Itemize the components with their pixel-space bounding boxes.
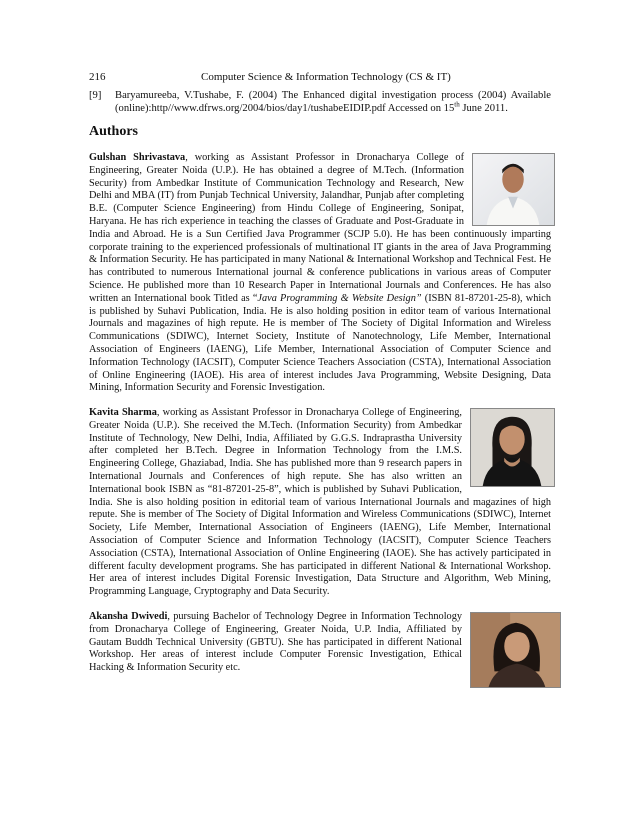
author-bio-2	[89, 407, 551, 599]
page-number: 216	[89, 71, 106, 83]
author-name-3: Akansha Dwivedi	[89, 611, 168, 622]
reference-text	[115, 90, 551, 116]
author-photo-1	[472, 153, 555, 226]
section-heading: Authors	[89, 124, 139, 139]
author-name-1: Gulshan Shrivastava	[89, 152, 186, 163]
author-bio-1	[89, 152, 551, 395]
author-bio-2-text: , working as Assistant Professor in Dronacharya College of Engineering, Greater Noida (U.P.). She received the M.Tech. (Information Security) from Ambedkar Institute of Technology, New Delhi, India, Affiliated by G.G.S. Indraprastha University after completed her B.Tech. Degree in Information Technology from the I.M.S. Engineering College, Ghaziabad, India. She has published more than 9 research papers in International Journals and Conferences of high repute. She has also written an International book ISBN as “81-87201-25-8”, which is published by Suhavi Publication, India. She is also holding position in editorial team of various International Journals and magazines of high repute. She is member of The Society of Digital Information and Wireless Communications (SDIWC), Internet Society, Life Member, International Association of Engineers (IAENG), Life Member, International Association of Computer Science and Information Technology (IACSIT), Computer Science Teachers Association (CSTA), International Association of Online Engineering (IAOE). She has actively participated in different faculty development programs. She has participated in different National & International Workshop. Her area of interest includes Digital Forensic Investigation, Data Structure and Algorithm, Web Mining, Programming Language, Cryptography and Data Security.	[89, 407, 551, 598]
reference-text-end: June 2011.	[459, 102, 508, 114]
author-photo-3	[470, 612, 561, 688]
reference-number: [9]	[89, 90, 102, 101]
author-bio-3	[89, 611, 551, 688]
reference-superscript: th	[454, 100, 460, 109]
reference-text-main: Baryamureeba, V.Tushabe, F. (2004) The Enhanced digital investigation process (2004) Available (online):http//www.dfrws.org/2004/bios/day1/tushabeEIDIP.pdf Accessed on 15	[115, 90, 551, 114]
author-photo-2	[470, 408, 555, 487]
author-name-2: Kavita Sharma	[89, 407, 157, 418]
reference-entry	[89, 90, 551, 116]
journal-title: Computer Science & Information Technology (CS & IT)	[201, 71, 451, 83]
author-bio-1-text-b: (ISBN 81-87201-25-8), which is published by Suhavi Publication, India. He is also holding position in editor team of various International Journals and magazines of high repute. He is member of The Society of Digital Information and Wireless Communications (SDIWC), Internet Society, Institute of Nanotechnology, Life Member, International Association of Engineers (IAENG), Life Member, International Association of Computer Science and Information Technology (IACSIT), Computer Science Teachers Association (CSTA), International Association of Online Engineering (IAOE). His area of interest includes Java Programming, Website Designing, Data Mining, Information Security and Forensic Investigation.	[89, 292, 551, 394]
author-bio-3-text: , pursuing Bachelor of Technology Degree in Information Technology from Dronacharya College of Engineering, Greater Noida, U.P. India, Affiliated by Gautam Buddh Technical University (GBTU). She has participated in different National Workshop. Her areas of interest include Computer Forensic Investigation, Ethical Hacking & Information Security etc.	[89, 611, 462, 674]
author-book-title: Java Programming & Website Design”	[257, 292, 422, 304]
author-bio-1-text-a: , working as Assistant Professor in Dronacharya College of Engineering, Greater Noida (U.P.). He has obtained a degree of M.Tech. (Information Security) from Ambedkar Institute of Communication Technology and Research, New Delhi and MBA (IT) from Punjab Technical University, Jalandhar, Punjab after completing B.E. (Computer Science Engineering) from Hindu College of Engineering, Sonipat, Haryana. He has rich experience in teaching the classes of Graduate and Post-Graduate in India and Abroad. He is a Sun Certified Java Programmer (SCJP 5.0). He has been continuously imparting corporate training to the experienced professionals of multinational IT giants in the area of Java Programming & Information Security. He has participated in many National & International Workshop and Technical Fest. He has contributed to numerous International journal & conference publications in various areas of Computer Science. He published more than 10 Research Paper in International Journals and Conferences. He has also written an International book Titled as “	[89, 152, 551, 304]
